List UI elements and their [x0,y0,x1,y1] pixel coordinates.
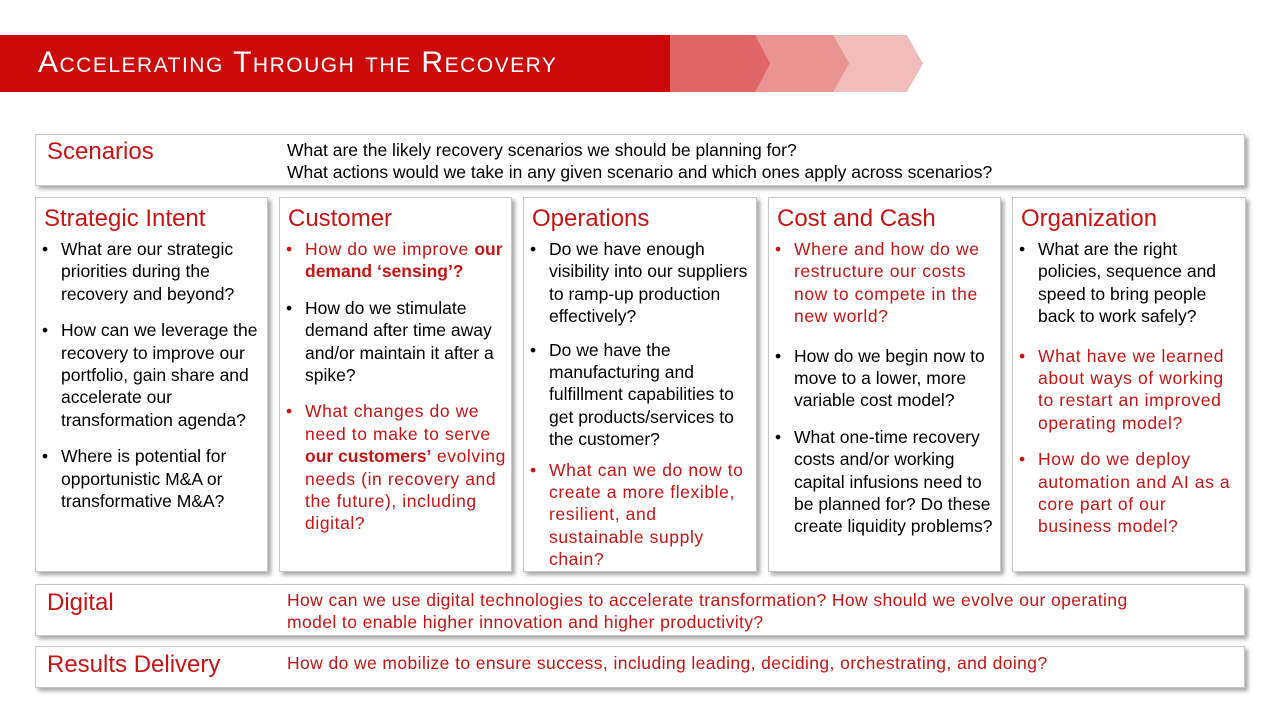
list-item: • Where and how do we restructure our costs now to compete in the new world? [775,238,998,328]
bullet-list [42,238,265,526]
column-organization [1012,197,1246,572]
list-item: • How do we improve our demand ‘sensing’? [286,238,509,283]
bullet-list [775,238,998,552]
bullet-list [1019,238,1243,552]
page-title: Accelerating Through the Recovery [38,46,558,79]
results-delivery-title: Results Delivery [47,651,221,678]
list-item: • How do we stimulate demand after time away and/or maintain it after a spike? [286,297,509,387]
results-delivery-box [35,646,1245,688]
title-bar [0,35,670,92]
list-item: • How can we leverage the recovery to improve our portfolio, gain share and accelerate our transformation agenda? [42,319,265,431]
bullet-list [286,238,509,549]
digital-line-1: How can we use digital technologies to accelerate transformation? How should we evolve our operating [287,590,1128,610]
list-item: • Where is potential for opportunistic M&A or transformative M&A? [42,445,265,512]
list-item: • What have we learned about ways of working to restart an improved operating model? [1019,345,1243,435]
column-strategic-intent [35,197,268,572]
list-item: • What one-time recovery costs and/or working capital infusions need to be planned for? Do these create liquidity problems? [775,426,998,538]
column-customer [279,197,512,572]
chevron-arrow-1 [670,35,775,92]
bullet-list [530,238,754,585]
column-cost-and-cash [768,197,1001,572]
list-item: • Do we have enough visibility into our suppliers to ramp-up production effectively? [530,238,754,328]
list-item: • How do we deploy automation and AI as a core part of our business model? [1019,448,1243,538]
scenarios-title: Scenarios [47,138,154,165]
list-item: • What can we do now to create a more flexible, resilient, and sustainable supply chain? [530,459,754,571]
scenarios-line-2: What actions would we take in any given scenario and which ones apply across scenarios? [287,162,993,182]
column-operations [523,197,757,572]
column-title: Cost and Cash [777,205,936,232]
column-title: Strategic Intent [44,205,206,232]
header-banner [0,35,1280,92]
results-delivery-line-1: How do we mobilize to ensure success, including leading, deciding, orchestrating, and doing? [287,653,1048,673]
column-title: Organization [1021,205,1158,232]
list-item: • What are our strategic priorities during the recovery and beyond? [42,238,265,305]
column-title: Customer [288,205,393,232]
list-item: • What are the right policies, sequence and speed to bring people back to work safely? [1019,238,1243,328]
list-item: • What changes do we need to make to serve our customers’ evolving needs (in recovery and the future), including digital? [286,400,509,534]
digital-line-2: model to enable higher innovation and higher productivity? [287,612,764,632]
scenarios-line-1: What are the likely recovery scenarios we should be planning for? [287,140,797,160]
digital-title: Digital [47,589,114,616]
digital-box [35,584,1245,636]
column-title: Operations [532,205,650,232]
list-item: • How do we begin now to move to a lower, more variable cost model? [775,345,998,412]
scenarios-box [35,134,1245,186]
list-item: • Do we have the manufacturing and fulfillment capabilities to get products/services to the customer? [530,339,754,451]
